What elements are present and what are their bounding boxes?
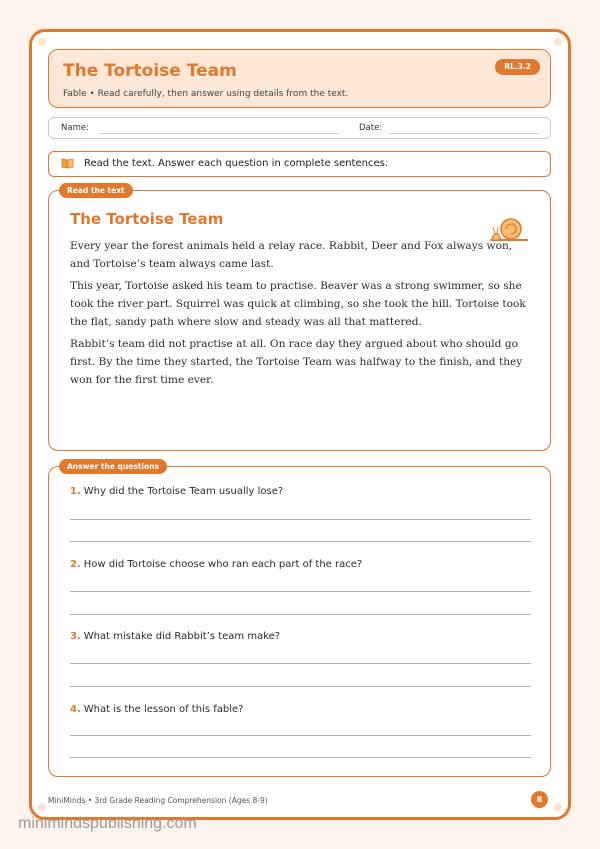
question-number: 3. xyxy=(70,631,81,642)
name-field[interactable] xyxy=(99,133,339,134)
footer-text: MiniMinds • 3rd Grade Reading Comprehension (Ages 8-9) xyxy=(48,796,268,805)
answer-line[interactable] xyxy=(70,663,531,664)
student-info-row xyxy=(48,117,551,139)
answer-line[interactable] xyxy=(70,614,531,615)
corner-dot xyxy=(554,803,562,811)
question-number: 2. xyxy=(70,559,81,570)
question-text: What mistake did Rabbit’s team make? xyxy=(83,631,281,642)
question-4 xyxy=(70,704,243,715)
question-2 xyxy=(70,559,362,570)
reading-tag: Read the text xyxy=(59,183,133,198)
page-number: 8 xyxy=(531,791,548,808)
answer-line[interactable] xyxy=(70,757,531,758)
watermark: minimindspublishing.com xyxy=(18,815,197,832)
answer-line[interactable] xyxy=(70,735,531,736)
corner-dot xyxy=(38,38,46,46)
instruction-text: Read the text. Answer each question in complete sentences. xyxy=(84,158,389,169)
story-paragraph: Every year the forest animals held a relay race. Rabbit, Deer and Fox always won, and Tortoise’s team always came last. xyxy=(70,240,513,270)
date-label: Date: xyxy=(359,123,383,133)
questions-section xyxy=(48,462,551,777)
instruction-banner xyxy=(48,151,551,177)
question-3 xyxy=(70,631,280,642)
question-text: Why did the Tortoise Team usually lose? xyxy=(83,486,284,497)
question-number: 1. xyxy=(70,486,81,497)
answer-line[interactable] xyxy=(70,591,531,592)
corner-dot xyxy=(38,803,46,811)
answer-line[interactable] xyxy=(70,686,531,687)
date-field[interactable] xyxy=(389,133,539,134)
worksheet-header xyxy=(48,49,551,108)
answer-line[interactable] xyxy=(70,519,531,520)
story-paragraph: Rabbit’s team did not practise at all. On race day they argued about who should go first. By the time they started, the Tortoise Team was halfway to the finish, and they won for the first time ever. xyxy=(70,338,523,386)
story-title: The Tortoise Team xyxy=(70,210,224,228)
standard-badge: RL.3.2 xyxy=(495,59,540,75)
book-icon xyxy=(61,158,74,169)
story-text xyxy=(70,237,530,393)
page-subtitle: Fable • Read carefully, then answer using details from the text. xyxy=(63,89,349,99)
question-number: 4. xyxy=(70,704,81,715)
question-text: What is the lesson of this fable? xyxy=(83,704,244,715)
story-paragraph: This year, Tortoise asked his team to practise. Beaver was a strong swimmer, so she took the river part. Squirrel was quick at climbing, so she took the hill. Tortoise took the flat, sandy path where slow and steady was all that mattered. xyxy=(70,280,526,328)
name-label: Name: xyxy=(61,123,89,133)
answer-line[interactable] xyxy=(70,541,531,542)
question-1 xyxy=(70,486,283,497)
questions-tag: Answer the questions xyxy=(59,459,167,474)
reading-section xyxy=(48,186,551,451)
corner-dot xyxy=(554,38,562,46)
question-text: How did Tortoise choose who ran each part of the race? xyxy=(83,559,363,570)
page-title: The Tortoise Team xyxy=(63,61,237,81)
